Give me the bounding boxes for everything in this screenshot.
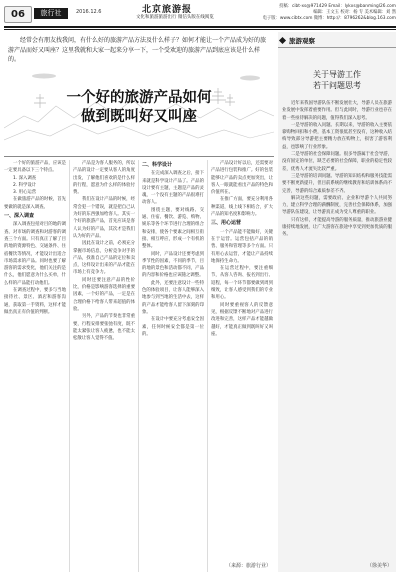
newspaper-logo: 北京旅游报	[142, 5, 193, 15]
sidebar-paragraph: 一是导游的收入问题。长期以来，导游的收入主要依靠购物回扣和小费，基本工资很低甚至没有，这种收入结构导致部分导游把主要精力放在购物上，损害了游客利益，也影响了行业形象。	[282, 122, 392, 150]
article-paragraph: 因此在设计之前，必须充分掌握市场信息，分析竞争对手的产品，找准自己产品的定位和卖点，这样设计出来的产品才能在市场上有竞争力。	[73, 241, 135, 276]
headline-rule	[4, 156, 274, 157]
sidebar-title-line-1: 关于导游工作	[313, 70, 361, 79]
article-paragraph: 在完成深入调查之后，接下来就是科学设计产品了。产品的设计要有主题，主题是产品的灵魂，一个没有主题的产品很难打动客人。	[142, 171, 204, 206]
article-paragraph: 另外，产品的节奏也非常重要，行程安排要张弛有度，既不能太紧张让客人疲惫，也不能太松散让客人觉得不值。	[73, 314, 135, 342]
contact-info	[254, 4, 396, 23]
article-paragraph: 一个好的旅游产品，应该是一定要具备以下三个特点。	[4, 161, 66, 174]
article-paragraph: 2. 科学设计	[13, 182, 37, 188]
logo-subtitle: 文化和旅游旅游出行 微信头版在线阅览	[136, 15, 214, 20]
article-paragraph: 在做旅游产品的时候，首先要做的就是深入调查。	[4, 197, 66, 210]
article-paragraph: 在推广方面，要充分利用各种渠道，线上线下相结合，扩大产品的知名度和影响力。	[211, 197, 273, 218]
column-divider	[207, 160, 208, 572]
article-paragraph: 1. 深入调查	[13, 175, 37, 181]
article-paragraph: 同时还要注意产品的性价比，价格是影响游客选择的重要因素，一个好的产品，一定是在合理价格下给客人带来超值的体验。	[73, 277, 135, 312]
diamond-bullet-icon	[279, 37, 286, 44]
sidebar-article-body	[282, 100, 392, 562]
article-subheading: 二、科学设计	[142, 162, 173, 168]
article-paragraph: 此外，还要注意设计一些特色的体验项目，让客人能够深入地参与到当地的生活中去，这样的产品才能给客人留下深刻的印象。	[142, 280, 204, 315]
article-paragraph: 深入调查包括对目的地的调查、对市场的调查和对游客的调查三个方面。只有真正了解了目的地的资源特色、交通条件、住宿餐饮等情况，才能设计出适合市场需求的产品。同时也要了解游客的需求变化，他们关注的是什么，他们愿意为什么买单，什么样的产品能打动他们。	[4, 222, 66, 286]
headline-line-2: 做到既叫好又叫座	[81, 108, 197, 125]
article-paragraph: 在设计中要充分考虑安全因素，任何时候安全都是第一位的。	[142, 317, 204, 337]
article-column-3	[142, 160, 204, 572]
article-column-1	[4, 160, 66, 572]
article-paragraph: 在运营过程中，要注重细节，从客人咨询、报名到出行、返程，每一个环节都要做到周到细致，让客人感受到我们的专业和用心。	[211, 266, 273, 301]
main-article	[4, 32, 274, 572]
sidebar-article-title	[282, 70, 392, 91]
contact-line: 电子版：www.cibtx.com 微博：http://：8796262&blog.163.com	[262, 16, 396, 22]
sidebar-header	[278, 34, 396, 48]
sidebar-paragraph: 二是导游的社会保障问题。很多导游属于社会导游，没有固定的单位，缺乏必要的社会保障，职业的稳定性较差，优秀人才流失比较严重。	[282, 152, 392, 172]
article-column-2	[73, 160, 135, 572]
sidebar-paragraph: 三是导游的培训问题。导游的知识结构和服务技能需要不断更新提升，但目前系统的继续教育和培训体系尚不完善，导游的综合素质参差不齐。	[282, 173, 392, 194]
article-paragraph: 产品是为客人服务的，所以产品的设计一定要从客人的角度出发，了解他们喜欢的是什么样的行程，愿意为什么样的体验付费。	[73, 161, 135, 196]
article-paragraph: 一个产品能不能做好，关键在于运营。运营包括产品的销售、服务和管理等多个方面。只有用心去运营，才能让产品持续地保持生命力。	[211, 229, 273, 264]
article-paragraph: 在调查过程中，要多与当地接待社、景区、酒店和游客沟通，获取第一手资料，这样才能做出真正有价值的判断。	[4, 288, 66, 315]
article-column-4	[211, 160, 273, 572]
contact-line: 编辑：王文玉 校对：杨 专 美术编辑：刘 然	[313, 10, 396, 16]
headline-line-1: 一个好的旅游产品如何	[66, 89, 212, 106]
column-divider	[69, 160, 70, 572]
issue-date: 2016.12.6	[76, 9, 102, 15]
article-byline: （来源：旅游行业）	[225, 563, 271, 569]
sidebar-paragraph: 近年来我国导游队伍不断发展壮大，导游人员在旅游业发展中发挥着重要作用。但与此同时，导游行业也存在着一些亟待解决的问题，值得我们深入思考。	[282, 101, 392, 121]
article-subheading: 三、用心运营	[211, 220, 242, 227]
sidebar-author: （徐美华）	[366, 563, 392, 569]
article-paragraph: 围绕主题，要对线路、交通、住宿、餐饮、游览、购物、娱乐等各个环节进行合理的组合和安排，使各个要素之间相互衔接、相互呼应，形成一个有机的整体。	[142, 207, 204, 250]
contact-line: 投稿：cibt-xs@971429 Email：lykxs@banmingl26.com	[279, 4, 396, 9]
section-tag: 旅行社	[34, 8, 68, 19]
sidebar-title-line-2: 若干问题思考	[313, 80, 361, 90]
page-number: 06	[4, 6, 32, 23]
article-subheading: 一、深入调查	[4, 213, 35, 220]
sidebar-paragraph: 只有这样，才能提高导游的服务质量，推动旅游业健康持续地发展，让广大游客在旅途中享受到更加优质的服务。	[282, 217, 392, 238]
masthead-rule-thin	[4, 29, 396, 30]
sidebar-section-label: 旅游观察	[289, 37, 315, 45]
article-paragraph: 同时要重视客人的反馈意见，根据反馈不断地对产品进行改进和完善，这样产品才能越做越好，才能真正做到既叫好又叫座。	[211, 302, 273, 337]
sidebar-paragraph: 解决这些问题，需要政府、企业和导游个人共同努力，建立科学合理的薪酬制度，完善社会保障体系，加强导游队伍建设，让导游真正成为受人尊重的职业。	[282, 195, 392, 216]
masthead	[4, 2, 396, 24]
article-headline	[4, 88, 274, 126]
article-paragraph: 产品设计好以后，还需要对产品进行包装和推广。好的包装能够让产品的卖点更加突出，让客人一眼就能看出产品的特色和价值所在。	[211, 161, 273, 196]
sidebar-column	[278, 32, 396, 572]
article-body	[4, 160, 274, 572]
column-divider	[138, 160, 139, 572]
article-paragraph: 我们在设计产品的时候，经常会犯一个错误，就是把自己认为好的东西强加给客人。其实一个好的旅游产品，首先应该是客人认为好的产品，其次才是我们认为好的产品。	[73, 197, 135, 239]
article-paragraph: 3. 用心运营	[13, 190, 37, 196]
article-lead: 经常会有朋友找我问，有什么好的旅游产品方法及什么样子？如何才能让一个产品成为好的旅游产品而好又叫座？这里我就和大家一起来分享一下，一个受欢迎的旅游产品到底应该是什么样的。	[8, 37, 267, 63]
article-paragraph: 同时，产品设计还要考虑到季节性的因素，不同的季节，目的地的景色和活动都不同，产品的内容和价格也应该随之调整。	[142, 251, 204, 279]
masthead-rule	[4, 26, 396, 28]
